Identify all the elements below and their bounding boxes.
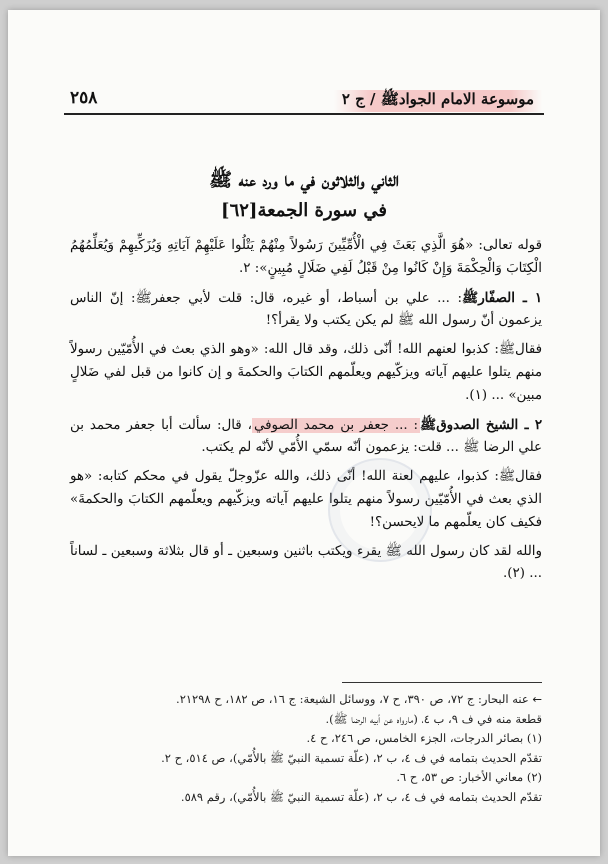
quran-verse-paragraph: قوله تعالى: «هُوَ الَّذِي بَعَثَ فِي الْأُمِّيِّينَ رَسُولاً مِنْهُمْ يَتْلُوا عَلَيْهِمْ آيَاتِهِ وَيُزَكِّيهِمْ وَيُعَلِّمُهُمُ الْكِتَابَ وَالْحِكْمَةَ وَإِنْ كَانُوا مِنْ قَبْلُ لَفِي ضَلَالٍ مُبِينٍ»: ٢. (70, 238, 542, 276)
narration-1-reply: فقالﷺ: كذبوا لعنهم الله! أنّى ذلك، وقد قال الله: «وهو الذي بعث في الأُمّيّين رسولاً منهم يتلوا عليهم آياته ويزكّيهم ويعلّمهم الكتابَ والحكمةَ و إن كانوا من قبل لفي ضَلالٍ مبين» ... (١). (70, 342, 542, 403)
body-text (70, 235, 542, 592)
footnotes (70, 690, 542, 807)
arrow-left-icon: ← (532, 692, 542, 706)
narration-1-text: : ... علي بن أسباط، أو غيره، قال: قلت لأبي جعفرﷺ: إنّ الناس يزعمون أنّ رسول الله ﷺ لم يكن يكتب ولا يقرأ؟! (70, 290, 542, 329)
narration-2 (70, 414, 542, 461)
header-divider (64, 113, 544, 115)
footnote-source-text: عنه البحار: ج ٧٢، ص ٣٩٠، ح ٧، ووسائل الشيعة: ج ١٦، ص ١٨٢، ح ٢١٢٩٨. (176, 692, 529, 706)
footnote-1-note: تقدّم الحديث بتمامه في ف ٤، ب ٢، (علّة تسمية النبيّ ﷺ بالأُمّي)، ص ٥١٤، ح ٢. (161, 750, 542, 765)
book-page (8, 10, 600, 856)
running-header-title: موسوعة الامام الجوادﷺ / ج ٢ (334, 90, 542, 112)
narration-2-lead: ٢ ـ الشيخ الصدوقﷺ (420, 416, 543, 433)
footnote-source (70, 690, 542, 710)
narration-1 (70, 287, 542, 334)
narration-2-end: والله لقد كان رسول الله ﷺ يقرء ويكتب باثنين وسبعين ـ أو قال بثلاثة وسبعين ـ لساناً ... (٢). (70, 543, 542, 582)
narration-2-highlight: : ... جعفر بن محمد الصوفي (253, 417, 419, 433)
page-number: ٢٥٨ (70, 88, 98, 108)
narration-1-lead: ١ ـ الصفّارﷺ (462, 289, 543, 306)
chapter-title: الثاني والثلاثون في ما ورد عنه ﷺ (209, 169, 399, 191)
footnote-1: (١) بصائر الدرجات، الجزء الخامس، ص ٢٤٦، ح ٤. (306, 731, 542, 745)
footnote-source-part: قطعة منه في ف ٩، ب ٤، (مارواه عن أبيه الرضا ﷺ). (325, 711, 542, 726)
narration-2-text: ، قال: سألت أبا جعفر محمد بن علي الرضا ﷺ ... قلت: يزعمون أنّه سمّي الأُمّي لأنّه لم يكتب. (70, 417, 542, 456)
footnote-divider (342, 682, 542, 683)
footnote-2-note: تقدّم الحديث بتمامه في ف ٤، ب ٢، (علّة تسمية النبيّ ﷺ بالأُمّي)، رقم ٥٨٩. (180, 789, 542, 804)
footnote-2: (٢) معاني الأخبار: ص ٥٣، ح ٦. (396, 770, 542, 784)
narration-2-reply: فقالﷺ: كذبوا، عليهم لعنة الله! أنّى ذلك، والله عزّوجلّ يقول في محكم كتابه: «هو الذي بعث في الأُمّيّين رسولاً منهم يتلوا عليهم آياته ويزكّيهم ويعلّمهم الكتابَ والحكمةَ» فكيف كان يعلّمهم ما لايحسن؟! (70, 469, 542, 530)
chapter-subtitle: في سورة الجمعة[٦٢] (221, 200, 387, 221)
